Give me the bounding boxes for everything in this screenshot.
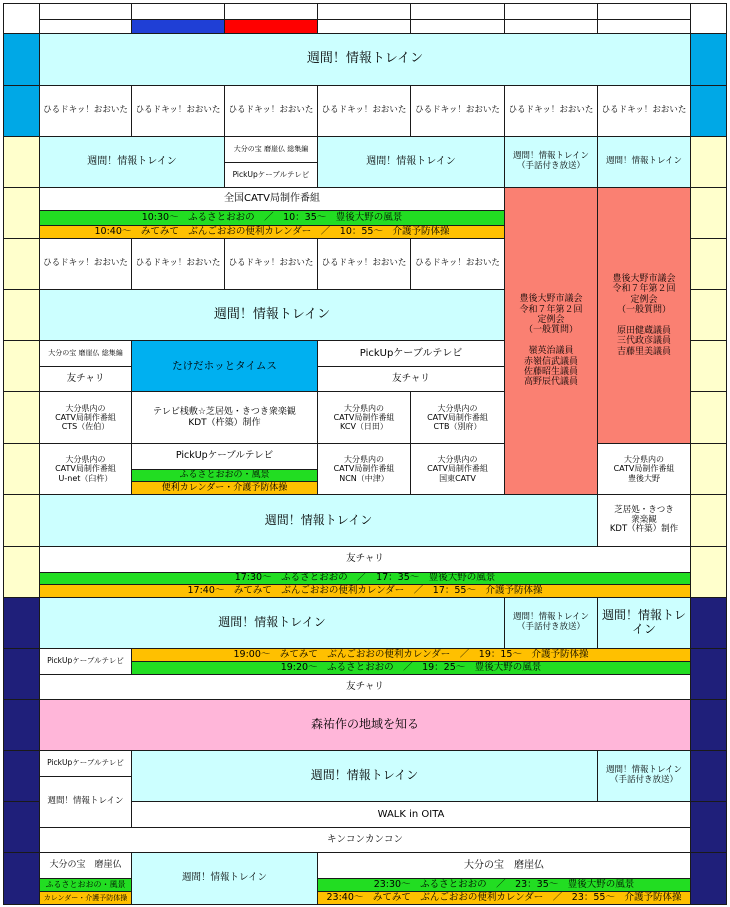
- hour-label-left: [3, 852, 40, 905]
- hour-label-left: [3, 648, 40, 700]
- hour-label-left: [3, 597, 40, 649]
- program-shuukan-joho-train[interactable]: 週間！情報トレイン: [39, 33, 691, 86]
- day-header-date: [317, 3, 411, 20]
- program-calendar-exercise-strip[interactable]: 19:00～ みてみて ぶんごおおの便利カレンダー ／ 19：15～ 介護予防体操: [131, 648, 691, 662]
- program-furusato-ono-strip[interactable]: ふるさとおおの・風景: [131, 469, 318, 482]
- day-header-weekday: [224, 19, 318, 34]
- program-mori-yusaku[interactable]: 森祐作の地域を知る: [39, 699, 691, 751]
- hour-label-right: [690, 289, 727, 341]
- program-shuukan-joho-train[interactable]: 週間！情報トレイン: [597, 597, 691, 649]
- hour-label-right: [690, 494, 727, 547]
- hour-label-right: [690, 443, 727, 495]
- hour-label-right: [690, 187, 727, 239]
- hour-label-right: [690, 852, 727, 905]
- program-furusato-ono-strip[interactable]: 23:30～ ふるさとおおの ／ 23：35～ 豊後大野の風景: [317, 878, 691, 892]
- hour-label-left: [3, 443, 40, 495]
- program-shuukan-joho-train[interactable]: 週間！情報トレイン: [39, 494, 598, 547]
- program-calendar-exercise-strip[interactable]: カレンダー・介護予防体操: [39, 891, 132, 905]
- program-catv-kunisaki[interactable]: 大分県内の CATV局制作番組 国東CATV: [410, 443, 505, 495]
- program-magaibutsu[interactable]: 大分の宝 磨崖仏: [317, 852, 691, 879]
- program-pickup-cable-tv[interactable]: PickUpケーブルテレビ: [39, 648, 132, 675]
- day-header-weekday: [597, 19, 691, 34]
- hour-label-right: [690, 85, 727, 137]
- program-shuukan-joho-train[interactable]: 週間！情報トレイン: [39, 136, 225, 188]
- program-shuukan-joho-train-sign[interactable]: 週間！情報トレイン （手話付き放送）: [597, 750, 691, 802]
- program-kdt-shibai[interactable]: 芝居処・きつき 衆楽観 KDT（杵築）制作: [597, 494, 691, 547]
- program-shuukan-joho-train[interactable]: 週間！情報トレイン: [39, 776, 132, 828]
- hour-label-right: [690, 546, 727, 598]
- hour-label-left: [3, 699, 40, 751]
- program-shuukan-joho-train[interactable]: 週間！情報トレイン: [131, 852, 318, 905]
- program-shuukan-joho-train[interactable]: 週間！情報トレイン: [39, 289, 505, 341]
- program-magaibutsu-digest[interactable]: 大分の宝 磨崖仏 総集編: [224, 136, 318, 163]
- program-catv-ctb[interactable]: 大分県内の CATV局制作番組 CTB（別府）: [410, 391, 505, 444]
- program-hiru-doki[interactable]: ひるドキッ！おおいた: [224, 238, 318, 290]
- day-header-weekday: [131, 19, 225, 34]
- program-furusato-ono-strip[interactable]: 17:30～ ふるさとおおの ／ 17：35～ 豊後大野の風景: [39, 572, 691, 585]
- hour-label-right: [690, 750, 727, 802]
- program-calendar-exercise-strip[interactable]: 23:40～ みてみて ぶんごおおの便利カレンダー ／ 23：55～ 介護予防体操: [317, 891, 691, 905]
- program-city-assembly[interactable]: 豊後大野市議会 令和７年第２回 定例会 （一般質問） 嶺英治議員 赤嶺信武議員 佐藤昭生議員 高野辰代議員: [504, 187, 598, 495]
- program-pickup-cable-tv[interactable]: PickUpケーブルテレビ: [224, 162, 318, 188]
- day-header-date: [597, 3, 691, 20]
- program-tomo-chari[interactable]: 友チャリ: [39, 366, 132, 392]
- day-header-weekday: [39, 19, 132, 34]
- hour-label-left: [3, 391, 40, 444]
- program-tomo-chari[interactable]: 友チャリ: [39, 546, 691, 573]
- hour-label-right: [690, 391, 727, 444]
- program-catv-ncn[interactable]: 大分県内の CATV局制作番組 NCN（中津）: [317, 443, 411, 495]
- program-hiru-doki[interactable]: ひるドキッ！おおいた: [224, 85, 318, 137]
- hour-label-left: [3, 136, 40, 188]
- day-header-date: [224, 3, 318, 20]
- program-magaibutsu[interactable]: 大分の宝 磨崖仏: [39, 852, 132, 879]
- program-calendar-exercise-strip[interactable]: 10:40～ みてみて ぶんごおおの便利カレンダー ／ 10：55～ 介護予防体操: [39, 225, 505, 239]
- hour-label-right: [690, 597, 727, 649]
- program-tomo-chari[interactable]: 友チャリ: [317, 366, 505, 392]
- program-kdt-shibai[interactable]: テレビ桟敷☆芝居処・きつき衆楽観 KDT（杵築）制作: [131, 391, 318, 444]
- program-hiru-doki[interactable]: ひるドキッ！おおいた: [317, 238, 411, 290]
- program-pickup-cable-tv[interactable]: PickUpケーブルテレビ: [317, 340, 505, 367]
- program-hiru-doki[interactable]: ひるドキッ！おおいた: [39, 85, 132, 137]
- day-header-weekday: [504, 19, 598, 34]
- program-shuukan-joho-train-sign[interactable]: 週間！情報トレイン （手話付き放送）: [504, 136, 598, 188]
- hour-label-left: [3, 494, 40, 547]
- program-hiru-doki[interactable]: ひるドキッ！おおいた: [410, 85, 505, 137]
- program-hiru-doki[interactable]: ひるドキッ！おおいた: [131, 238, 225, 290]
- program-shuukan-joho-train[interactable]: 週間！情報トレイン: [597, 136, 691, 188]
- hour-label-right: [690, 699, 727, 751]
- hour-label-left: [3, 750, 40, 802]
- program-catv-bungo-ono[interactable]: 大分県内の CATV局制作番組 豊後大野: [597, 443, 691, 495]
- program-furusato-ono-strip[interactable]: 10:30～ ふるさとおおの ／ 10：35～ 豊後大野の風景: [39, 210, 505, 226]
- program-furusato-ono-strip[interactable]: ふるさとおおの・風景: [39, 878, 132, 892]
- header-corner-left: [3, 3, 40, 34]
- hour-label-left: [3, 289, 40, 341]
- program-kinkon-kankon[interactable]: キンコンカンコン: [39, 827, 691, 853]
- program-hiru-doki[interactable]: ひるドキッ！おおいた: [597, 85, 691, 137]
- hour-label-left: [3, 85, 40, 137]
- program-pickup-cable-tv[interactable]: PickUpケーブルテレビ: [39, 750, 132, 777]
- program-calendar-exercise-strip[interactable]: 17:40～ みてみて ぶんごおおの便利カレンダー ／ 17：55～ 介護予防体操: [39, 584, 691, 598]
- day-header-weekday: [317, 19, 411, 34]
- hour-label-right: [690, 238, 727, 290]
- hour-label-left: [3, 801, 40, 853]
- header-corner-right: [690, 3, 727, 34]
- program-hiru-doki[interactable]: ひるドキッ！おおいた: [317, 85, 411, 137]
- program-walk-in-oita[interactable]: WALK in OITA: [131, 801, 691, 828]
- program-pickup-cable-tv[interactable]: PickUpケーブルテレビ: [131, 443, 318, 470]
- program-catv-unet[interactable]: 大分県内の CATV局制作番組 U-net（臼杵）: [39, 443, 132, 495]
- program-shuukan-joho-train[interactable]: 週間！情報トレイン: [131, 750, 598, 802]
- program-shuukan-joho-train-sign[interactable]: 週間！情報トレイン （手話付き放送）: [504, 597, 598, 649]
- program-catv-cts[interactable]: 大分県内の CATV局制作番組 CTS（佐伯）: [39, 391, 132, 444]
- day-header-date: [410, 3, 505, 20]
- program-calendar-exercise-strip[interactable]: 便利カレンダー・介護予防体操: [131, 481, 318, 495]
- hour-label-left: [3, 340, 40, 392]
- program-taketa-hot-times[interactable]: たけだホッとタイムス: [131, 340, 318, 392]
- program-shuukan-joho-train[interactable]: 週間！情報トレイン: [39, 597, 505, 649]
- program-furusato-ono-strip[interactable]: 19:20～ ふるさとおおの ／ 19：25～ 豊後大野の風景: [131, 661, 691, 675]
- program-hiru-doki[interactable]: ひるドキッ！おおいた: [39, 238, 132, 290]
- program-shuukan-joho-train[interactable]: 週間！情報トレイン: [317, 136, 505, 188]
- program-hiru-doki[interactable]: ひるドキッ！おおいた: [131, 85, 225, 137]
- program-hiru-doki[interactable]: ひるドキッ！おおいた: [504, 85, 598, 137]
- hour-label-left: [3, 546, 40, 598]
- program-hiru-doki[interactable]: ひるドキッ！おおいた: [410, 238, 505, 290]
- hour-label-right: [690, 648, 727, 700]
- hour-label-left: [3, 33, 40, 86]
- hour-label-right: [690, 340, 727, 392]
- day-header-date: [504, 3, 598, 20]
- program-tomo-chari[interactable]: 友チャリ: [39, 674, 691, 700]
- day-header-date: [131, 3, 225, 20]
- hour-label-left: [3, 238, 40, 290]
- hour-label-right: [690, 136, 727, 188]
- hour-label-right: [690, 801, 727, 853]
- day-header-weekday: [410, 19, 505, 34]
- day-header-date: [39, 3, 132, 20]
- program-catv-kcv[interactable]: 大分県内の CATV局制作番組 KCV（日田）: [317, 391, 411, 444]
- hour-label-left: [3, 187, 40, 239]
- program-magaibutsu-digest[interactable]: 大分の宝 磨崖仏 総集編: [39, 340, 132, 367]
- program-city-assembly[interactable]: 豊後大野市議会 令和７年第２回 定例会 （一般質問） 原田健蔵議員 三代政彦議員 吉藤里美議員: [597, 187, 691, 444]
- program-national-catv[interactable]: 全国CATV局制作番組: [39, 187, 505, 211]
- hour-label-right: [690, 33, 727, 86]
